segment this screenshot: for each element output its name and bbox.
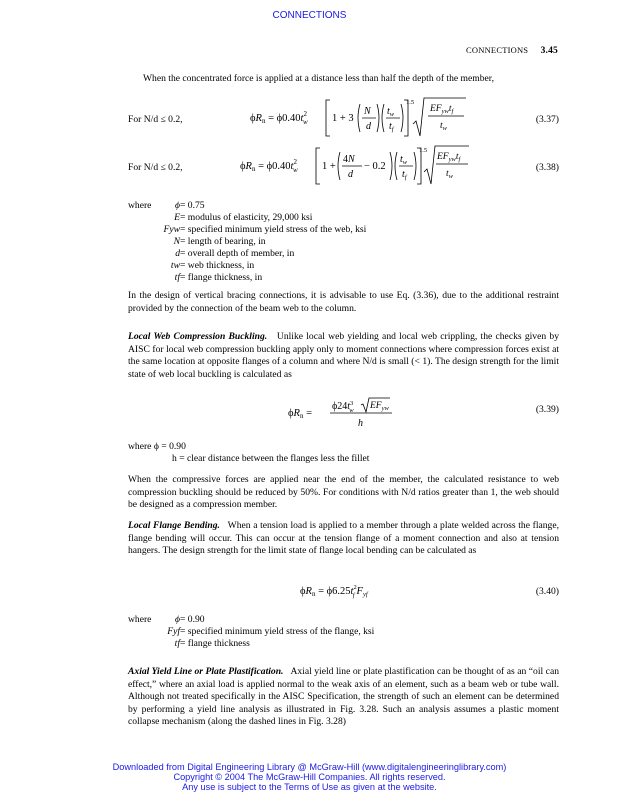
definitions-list-3 [126, 614, 456, 650]
svg-text:tw: $t_w$ [400, 154, 408, 166]
eq-337-condition: For N/d ≤ 0.2, [128, 114, 183, 125]
running-head-title: CONNECTIONS [466, 45, 529, 55]
section-body: Axial yield line or plate plastification can be thought of as an “oil can effect,” where an axial load is applied normal to the weak axis of an element, such as a beam web or tube wall. Although not treated specifically in the AISC Specification, the strength of such an element can be determined by performing a yield line analysis as illustrated in Fig. 3.28. Such an analysis assumes a plastic moment collapse mechanism (along the dashed lines in Fig. 3.28) [128, 666, 559, 728]
svg-text:N: N [364, 106, 371, 117]
definition-row [126, 626, 456, 638]
definition-row [126, 248, 456, 260]
def-text: = length of bearing, in [180, 236, 266, 247]
paragraph-bracing: In the design of vertical bracing connections, it is advisable to use Eq. (3.36), due to the additional restraint provided by the connection of the beam web to the column. [128, 290, 559, 314]
eq-338-condition: For N/d ≤ 0.2, [128, 162, 183, 173]
svg-text:h: h [358, 418, 363, 429]
section-heading: Local Flange Bending. [128, 520, 220, 531]
paragraph-reduce: When the compressive forces are applied near the end of the member, the calculated resistance to web compression buckling should be reduced by 50%. For conditions with N/d ratios greater than 1, the web should be designed as a compression member. [128, 474, 559, 511]
intro-text: When the concentrated force is applied at a distance less than half the depth of the member, [143, 73, 494, 84]
svg-text:− 0.2: − 0.2 [364, 161, 386, 172]
section-heading: Axial Yield Line or Plate Plastification. [128, 666, 284, 677]
svg-text:ϕRn = ϕ0.40t2w: $\phi Rn = \phi 0.40t^2$ w [240, 158, 298, 174]
def-text: = specified minimum yield stress of the web, ksi [180, 224, 367, 235]
def-text: = 0.90 [180, 614, 205, 625]
def-symbol: Fyw [163, 224, 180, 235]
svg-text:ϕRn = ϕ6.25t2fFyf: $\phi Rn = \phi 6.25t^2$ f Fyf [300, 584, 368, 599]
svg-text:tw: $t_w$ [440, 121, 447, 132]
svg-text:1.5: 1.5 [406, 99, 415, 106]
svg-text:tf: $t_f$ [389, 121, 394, 133]
where-label-1: where [128, 200, 152, 211]
def-symbol: ϕ [175, 614, 180, 625]
svg-text:1 + 3: 1 + 3 [332, 113, 354, 124]
definition-h: h = clear distance between the flanges less the fillet [172, 453, 370, 464]
definition-row [126, 224, 456, 236]
svg-text:ϕRn =: ϕRn = [288, 408, 312, 420]
equation-337 [250, 94, 470, 143]
svg-text:d: d [348, 169, 353, 180]
def-symbol: ϕ [175, 200, 180, 211]
eq-337-number: (3.37) [535, 114, 559, 125]
section-axial-yield [128, 666, 559, 729]
svg-text:EFywtf: $EF_{yw}t_f$ [430, 104, 454, 115]
definition-row [126, 614, 456, 626]
section-body: When a tension load is applied to a member through a plate welded across the flange, flange bending will occur. This can occur at the tension flange of a moment connection and also at tension hangers. The design strength for the limit state of flange local bending can be calculated as [128, 520, 559, 557]
footer-copyright[interactable]: Copyright © 2004 The McGraw-Hill Companies. All rights reserved. [173, 772, 446, 782]
def-symbol: tw [170, 260, 180, 271]
section-heading: Local Web Compression Buckling. [128, 331, 268, 342]
eq-339-number: (3.39) [535, 404, 559, 415]
def-symbol: Fyf [167, 626, 180, 637]
section-web-compression [128, 331, 559, 381]
svg-text:ϕ24t3w: $\phi 24t^3$ w [332, 400, 354, 414]
eq-338-number: (3.38) [535, 162, 559, 173]
svg-text:tf: $t_f$ [402, 169, 407, 181]
page-number: 3.45 [540, 46, 558, 56]
top-link[interactable]: CONNECTIONS [272, 10, 347, 21]
svg-text:EFywtf: $EF_{yw}t_f$ [437, 152, 461, 163]
def-text: = specified minimum yield stress of the flange, ksi [180, 626, 375, 637]
def-text: = 0.75 [180, 200, 205, 211]
running-head [466, 45, 558, 56]
def-symbol: N [173, 236, 180, 247]
definitions-list-1 [126, 200, 456, 284]
equation-340 [300, 580, 400, 605]
equation-338 [240, 142, 470, 191]
def-text: = web thickness, in [180, 260, 255, 271]
definition-row [126, 200, 456, 212]
svg-text:d: d [366, 121, 371, 132]
svg-text:1 +: 1 + [322, 161, 336, 172]
def-symbol: E [174, 212, 180, 223]
svg-text:1.5: 1.5 [419, 147, 428, 154]
definition-row [126, 236, 456, 248]
section-flange-bending [128, 520, 559, 558]
section-body: Unlike local web yielding and local web crippling, the checks given by AISC for local web compression buckling apply only to moment connections where compression forces exist at the same location at opposite flanges of a column and where N/d is small (< 1). The design strength for the limit state of web local buckling is calculated as [128, 331, 559, 380]
footer-download-link[interactable]: Downloaded from Digital Engineering Library @ McGraw-Hill (www.digitalengineeringlibrary.com) [112, 762, 507, 772]
definition-row [126, 272, 456, 284]
def-text: = flange thickness, in [180, 272, 263, 283]
eq-340-number: (3.40) [535, 586, 559, 597]
def-symbol: d [175, 248, 180, 259]
definition-row [126, 260, 456, 272]
svg-text:tw: $t_w$ [446, 169, 453, 180]
svg-text:EFyw: $EF_{yw}$ [370, 401, 389, 412]
definition-row [126, 638, 456, 650]
equation-339 [288, 396, 398, 439]
footer-terms[interactable]: Any use is subject to the Terms of Use as given at the website. [182, 782, 437, 792]
where-phi-090: where ϕ = 0.90 [128, 441, 186, 452]
where-label-3: where [128, 614, 152, 625]
def-text: = overall depth of member, in [180, 248, 295, 259]
svg-text:4N: 4N [343, 154, 355, 165]
svg-text:ϕRn = ϕ0.40t2w: $\phi Rn = \phi 0.40t^2$ w [250, 110, 308, 126]
def-symbol: tf [174, 272, 180, 283]
def-text: = flange thickness [180, 638, 250, 649]
def-symbol: tf [174, 638, 180, 649]
def-text: = modulus of elasticity, 29,000 ksi [180, 212, 313, 223]
definition-row [126, 212, 456, 224]
svg-text:tw: $t_w$ [387, 106, 395, 118]
